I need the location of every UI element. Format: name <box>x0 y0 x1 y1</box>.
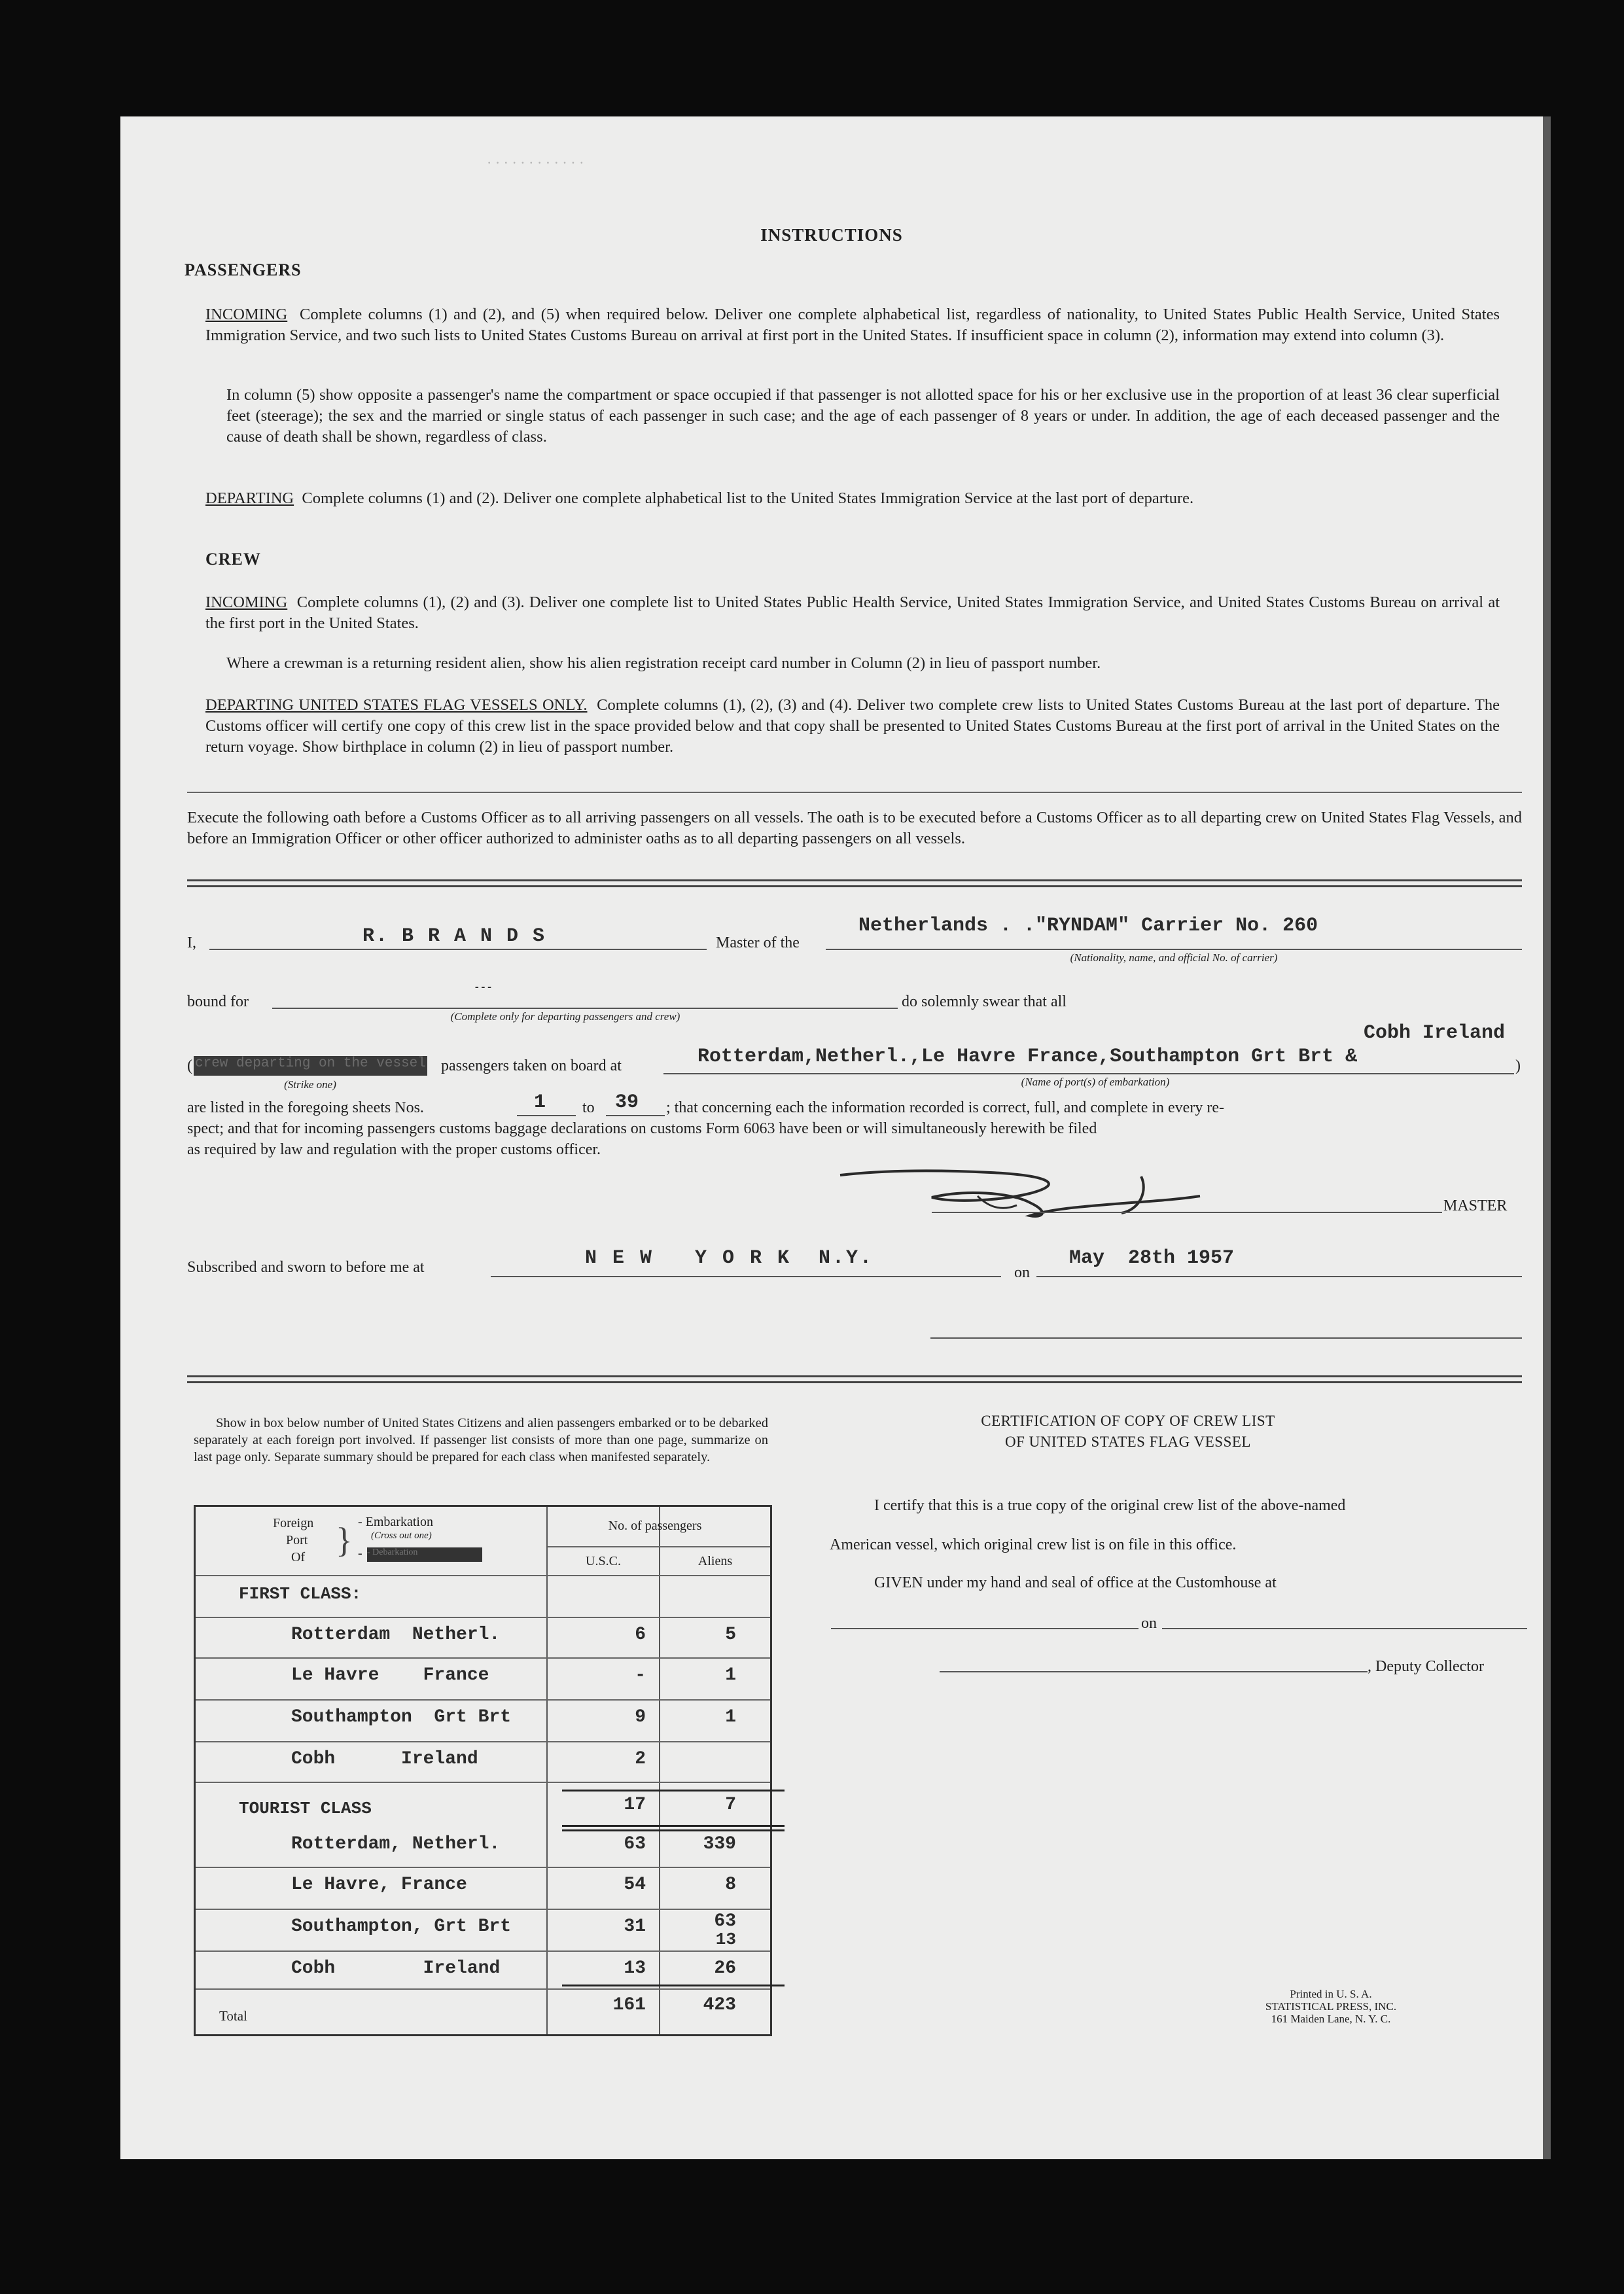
sheet-shadow <box>1543 116 1551 2159</box>
to-label: to <box>582 1099 595 1116</box>
master-signature <box>834 1163 1305 1235</box>
hdr-debarkation-struck: - Debarkation <box>367 1547 482 1562</box>
total-usc: 161 <box>612 1995 646 2015</box>
strike-caption: (Strike one) <box>284 1078 336 1091</box>
master-name-value: R. B R A N D S <box>362 925 546 947</box>
tourist-class-label: TOURIST CLASS <box>239 1799 372 1818</box>
tourist-row-1-usc: 63 <box>624 1834 646 1854</box>
first-row-2-aliens: 1 <box>725 1665 736 1685</box>
row-line <box>196 1909 770 1910</box>
sheet-to-line <box>606 1115 665 1116</box>
oath-i-label: I, <box>187 934 196 951</box>
certification-title-1: CERTIFICATION OF COPY OF CREW LIST <box>981 1413 1275 1429</box>
tourist-row-4-aliens: 26 <box>714 1958 736 1979</box>
sworn-place-line <box>491 1276 1001 1277</box>
section-divider <box>187 792 1522 793</box>
departing-label: DEPARTING <box>205 489 294 507</box>
bound-for-label: bound for <box>187 993 249 1010</box>
certification-title-2: OF UNITED STATES FLAG VESSEL <box>1005 1434 1251 1450</box>
tourist-row-4-port: Cobh Ireland <box>291 1958 501 1979</box>
sworn-date-line <box>1036 1276 1522 1277</box>
listed-text-2: spect; and that for incoming passengers customs baggage declarations on customs Form 6063 have been or will simultaneously herewith be filed <box>187 1120 1097 1137</box>
instructions-title: INSTRUCTIONS <box>760 225 903 245</box>
crew-incoming-text: Complete columns (1), (2) and (3). Deliver one complete list to United States Public Health Service, United States Immigration Service, and United States Customs Bureau on arrival at the first port in the United States. <box>205 593 1500 632</box>
crew-departing-struck: crew departing on the vessel <box>194 1056 427 1076</box>
first-row-4-port: Cobh Ireland <box>291 1749 478 1769</box>
first-row-4-usc: 2 <box>635 1749 646 1769</box>
sworn-on-label: on <box>1014 1264 1030 1281</box>
master-signature-line <box>932 1212 1442 1213</box>
tourist-row-1-port: Rotterdam, Netherl. <box>291 1834 501 1854</box>
bound-for-caption: (Complete only for departing passengers and crew) <box>450 1010 680 1023</box>
officer-signature-line <box>930 1337 1522 1339</box>
first-row-3-port: Southampton Grt Brt <box>291 1707 512 1727</box>
row-line <box>196 1657 770 1659</box>
passengers-heading: PASSENGERS <box>185 260 302 279</box>
certification-text-3: GIVEN under my hand and seal of office at the Customhouse at <box>874 1574 1277 1591</box>
sworn-place-value: N E W Y O R K N.Y. <box>585 1247 874 1269</box>
ports-caption: (Name of port(s) of embarkation) <box>1021 1076 1170 1088</box>
tourist-row-2-usc: 54 <box>624 1875 646 1895</box>
first-row-1-aliens: 5 <box>725 1625 736 1645</box>
row-line <box>196 1782 770 1783</box>
first-class-label: FIRST CLASS: <box>239 1584 362 1604</box>
tourist-row-3-aliens: 63 <box>714 1911 736 1932</box>
hdr-embarkation: - Embarkation <box>358 1515 433 1529</box>
tourist-row-3-port: Southampton, Grt Brt <box>291 1916 512 1937</box>
sworn-label: Subscribed and sworn to before me at <box>187 1259 425 1276</box>
oath-double-rule <box>187 879 1522 887</box>
bottom-double-rule <box>187 1375 1522 1383</box>
sheet-from-line <box>517 1115 576 1116</box>
hdr-aliens: Aliens <box>697 1554 733 1568</box>
customhouse-line <box>831 1628 1139 1629</box>
first-row-1-usc: 6 <box>635 1625 646 1645</box>
strike-open-paren: ( <box>187 1057 192 1074</box>
ports-line-2: Rotterdam,Netherl.,Le Havre France,Southampton Grt Brt & <box>697 1046 1358 1068</box>
master-name-line <box>209 949 707 950</box>
tourist-row-3-overwrite: 13 <box>715 1930 736 1949</box>
crew-departing-text: Complete columns (1), (2), (3) and (4). Deliver two complete crew lists to United States Customs Bureau at the last port of departure. The Customs officer will certify one copy of this crew list in the space provided below and that copy shall be presented to United States Customs Bureau at the first port of arrival in the United States on the return voyage. Show birthplace in column (2) in lieu of passport number. <box>205 696 1500 756</box>
col-divider-2 <box>659 1507 660 2034</box>
passengers-board-label: passengers taken on board at <box>441 1057 622 1074</box>
hdr-cross-out: (Cross out one) <box>371 1530 432 1541</box>
bleed-through-text: · · · · · · · · · · · · <box>487 154 584 171</box>
bound-for-value: --- <box>474 981 493 993</box>
crew-heading: CREW <box>205 550 261 569</box>
hdr-debark-prefix: - <box>358 1546 362 1561</box>
total-aliens: 423 <box>703 1995 736 2015</box>
incoming-text: Complete columns (1) and (2), and (5) when required below. Deliver one complete alphabetical list, regardless of nationality, to United States Public Health Service, United States Immigration Service, and two such lists to United States Customs Bureau on arrival at first port in the United States. If insufficient space in column (2), information may extend into column (3). <box>205 306 1500 344</box>
hdr-port: Port <box>286 1533 308 1547</box>
listed-text-1: ; that concerning each the information recorded is correct, full, and complete in every re- <box>666 1099 1224 1116</box>
certification-text-1: I certify that this is a true copy of the original crew list of the above-named <box>874 1497 1346 1514</box>
printer-line-1: Printed in U. S. A. <box>1290 1988 1372 2000</box>
tourist-row-2-port: Le Havre, France <box>291 1875 467 1895</box>
tourist-row-4-usc: 13 <box>624 1958 646 1979</box>
printer-imprint <box>1193 1988 1468 2025</box>
row-line <box>196 1617 770 1618</box>
crew-resident-paragraph: Where a crewman is a returning resident alien, show his alien registration receipt card number in Column (2) in lieu of passport number. <box>226 654 1101 672</box>
passengers-incoming-paragraph <box>205 304 1500 346</box>
row-line <box>196 1741 770 1742</box>
first-row-1-port: Rotterdam Netherl. <box>291 1625 501 1645</box>
deputy-collector-line <box>940 1671 1368 1672</box>
subtotal-rule <box>562 1790 785 1791</box>
swear-text: do solemnly swear that all <box>902 993 1067 1010</box>
first-subtotal-usc: 17 <box>624 1795 646 1815</box>
row-line <box>196 1699 770 1701</box>
vessel-line <box>826 949 1522 950</box>
certification-on-label: on <box>1141 1615 1157 1632</box>
listed-text-3: as required by law and regulation with the proper customs officer. <box>187 1141 601 1158</box>
hdr-of: Of <box>291 1550 306 1564</box>
first-row-3-aliens: 1 <box>725 1707 736 1727</box>
column5-paragraph: In column (5) show opposite a passenger's name the compartment or space occupied if that passenger is not allotted space for his or her exclusive use in the proportion of at least 36 clear superficial feet (steerage); the sex and the married or single status of each passenger in such case; and the age of each passenger of 8 years or under. In addition, the age of each deceased passenger and the cause of death shall be shown, regardless of class. <box>226 386 1500 446</box>
certification-title <box>866 1411 1390 1453</box>
document-sheet <box>120 116 1543 2159</box>
deputy-collector-label: , Deputy Collector <box>1368 1658 1484 1675</box>
summary-note: Show in box below number of United States Citizens and alien passengers embarked or to be debarked separately at each foreign port involved. If passenger list consists of more than one page, summarize on last page only. Separate summary should be prepared for each class when manifested separately. <box>194 1416 768 1464</box>
passenger-summary-table <box>194 1505 772 2036</box>
first-row-2-port: Le Havre France <box>291 1665 489 1685</box>
crew-incoming-label: INCOMING <box>205 593 288 611</box>
sheet-from-value: 1 <box>534 1091 546 1114</box>
listed-label: are listed in the foregoing sheets Nos. <box>187 1099 424 1116</box>
ports-close-paren: ) <box>1515 1057 1521 1074</box>
crew-departing-label: DEPARTING UNITED STATES FLAG VESSELS ONLY. <box>205 696 588 714</box>
hdr-brace: } <box>336 1521 353 1560</box>
oath-intro: Execute the following oath before a Customs Officer as to all arriving passengers on all vessels. The oath is to be executed before a Customs Officer as to all departing crew on United States Flag Vessels, and before an Immigration Officer or other officer authorized to administer oaths as to all departing passengers on all vessels. <box>187 809 1522 847</box>
master-label: MASTER <box>1443 1197 1508 1214</box>
certification-text-2: American vessel, which original crew list is on file in this office. <box>830 1536 1237 1553</box>
row-line <box>196 1988 770 1990</box>
hdr-passengers: No. of passengers <box>608 1519 702 1533</box>
tourist-double-rule <box>562 1825 785 1831</box>
sheet-to-value: 39 <box>615 1091 639 1114</box>
header-split-line <box>548 1546 770 1547</box>
col-divider-1 <box>546 1507 548 2034</box>
vessel-value: Netherlands . ."RYNDAM" Carrier No. 260 <box>858 915 1318 937</box>
sworn-date-value: May 28th 1957 <box>1069 1247 1235 1269</box>
master-of-label: Master of the <box>716 934 800 951</box>
crew-departing-paragraph <box>205 695 1500 758</box>
vessel-caption: (Nationality, name, and official No. of carrier) <box>1070 951 1278 964</box>
ports-line <box>663 1073 1514 1074</box>
first-row-3-usc: 9 <box>635 1707 646 1727</box>
printer-line-2: STATISTICAL PRESS, INC. <box>1265 2000 1397 2013</box>
row-line <box>196 1950 770 1952</box>
tourist-row-3-usc: 31 <box>624 1916 646 1937</box>
incoming-label: INCOMING <box>205 306 288 323</box>
total-rule <box>562 1985 785 1986</box>
departing-text: Complete columns (1) and (2). Deliver one complete alphabetical list to the United States Immigration Service at the last port of departure. <box>302 489 1194 507</box>
printer-line-3: 161 Maiden Lane, N. Y. C. <box>1271 2013 1391 2025</box>
hdr-usc: U.S.C. <box>586 1554 621 1568</box>
tourist-row-1-aliens: 339 <box>703 1834 736 1854</box>
bound-for-line <box>272 1008 898 1009</box>
total-label: Total <box>219 2008 247 2024</box>
ports-line-1: Cobh Ireland <box>1364 1022 1506 1044</box>
header-bottom-line <box>196 1575 770 1576</box>
row-line <box>196 1867 770 1868</box>
first-subtotal-aliens: 7 <box>725 1795 736 1815</box>
certification-date-line <box>1162 1628 1527 1629</box>
tourist-row-2-aliens: 8 <box>725 1875 736 1895</box>
first-row-2-usc: - <box>635 1665 646 1685</box>
crew-incoming-paragraph <box>205 592 1500 634</box>
passengers-departing-paragraph <box>205 488 1500 509</box>
hdr-foreign: Foreign <box>273 1516 314 1530</box>
